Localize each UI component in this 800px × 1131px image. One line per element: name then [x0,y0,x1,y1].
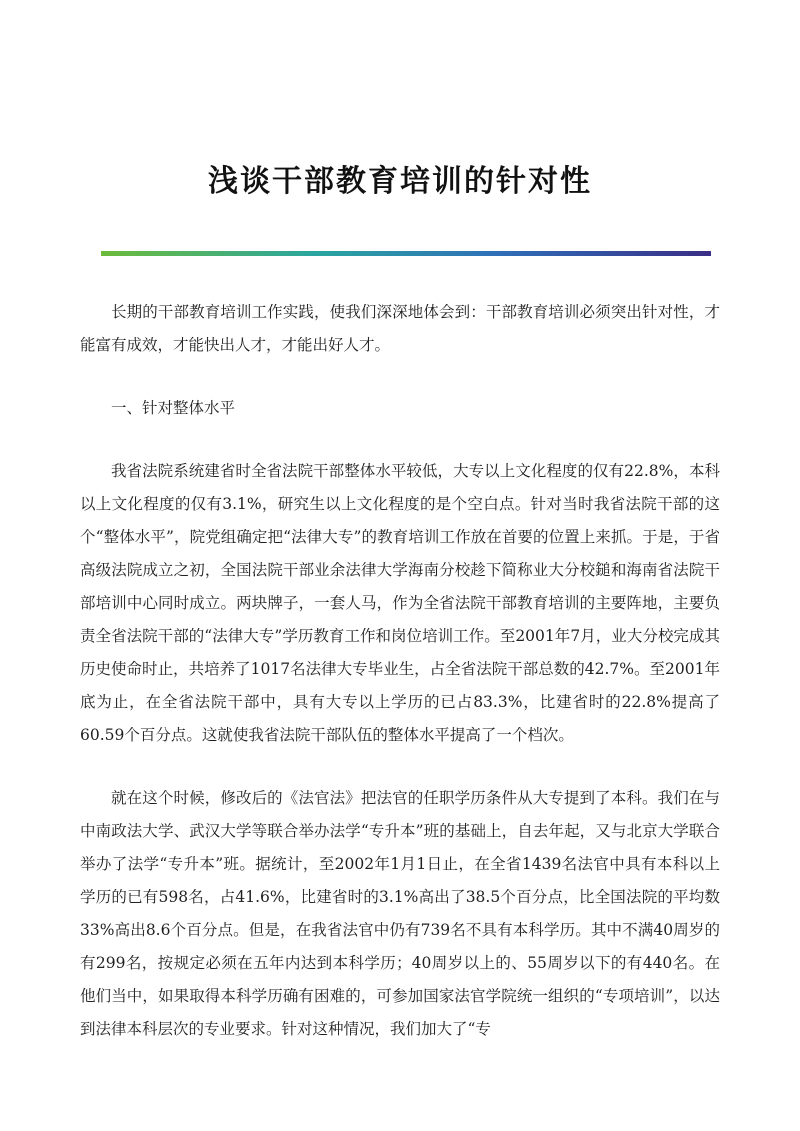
intro-paragraph: 长期的干部教育培训工作实践，使我们深深地体会到：干部教育培训必须突出针对性，才能富有成效，才能快出人才，才能出好人才。 [80,303,720,354]
body-paragraph-2: 就在这个时候，修改后的《法官法》把法官的任职学历条件从大专提到了本科。我们在与中南政法大学、武汉大学等联合举办法学“专升本”班的基础上，自去年起，又与北京大学联合举办了法学“专升本”班。据统计，至2002年1月1日止，在全省1439名法官中具有本科以上学历的已有598名，占41.6%，比建省时的3.1%高出了38.5个百分点，比全国法院的平均数33%高出8.6个百分点。但是，在我省法官中仍有739名不具有本科学历。其中不满40周岁的有299名，按规定必须在五年内达到本科学历；40周岁以上的、55周岁以下的有440名。在他们当中，如果取得本科学历确有困难的，可参加国家法官学院统一组织的“专项培训”，以达到法律本科层次的专业要求。针对这种情况，我们加大了“专 [80,789,720,1038]
document-body [80,296,720,1046]
title-divider [101,251,711,256]
section-heading: 一、针对整体水平 [111,399,236,417]
document-title: 浅谈干部教育培训的针对性 [208,164,592,199]
body-paragraph-1: 我省法院系统建省时全省法院干部整体水平较低，大专以上文化程度的仅有22.8%，本科以上文化程度的仅有3.1%，研究生以上文化程度的是个空白点。针对当时我省法院干部的这个“整体水平”，院党组确定把“法律大专”的教育培训工作放在首要的位置上来抓。于是，于省高级法院成立之初，全国法院干部业余法律大学海南分校趁下简称业大分校鎚和海南省法院干部培训中心同时成立。两块牌子，一套人马，作为全省法院干部教育培训的主要阵地，主要负责全省法院干部的“法律大专”学历教育工作和岗位培训工作。至2001年7月，业大分校完成其历史使命时止，共培养了1017名法律大专毕业生，占全省法院干部总数的42.7%。至2001年底为止，在全省法院干部中，具有大专以上学历的已占83.3%，比建省时的22.8%提高了60.59个百分点。这就使我省法院干部队伍的整体水平提高了一个档次。 [80,462,720,744]
